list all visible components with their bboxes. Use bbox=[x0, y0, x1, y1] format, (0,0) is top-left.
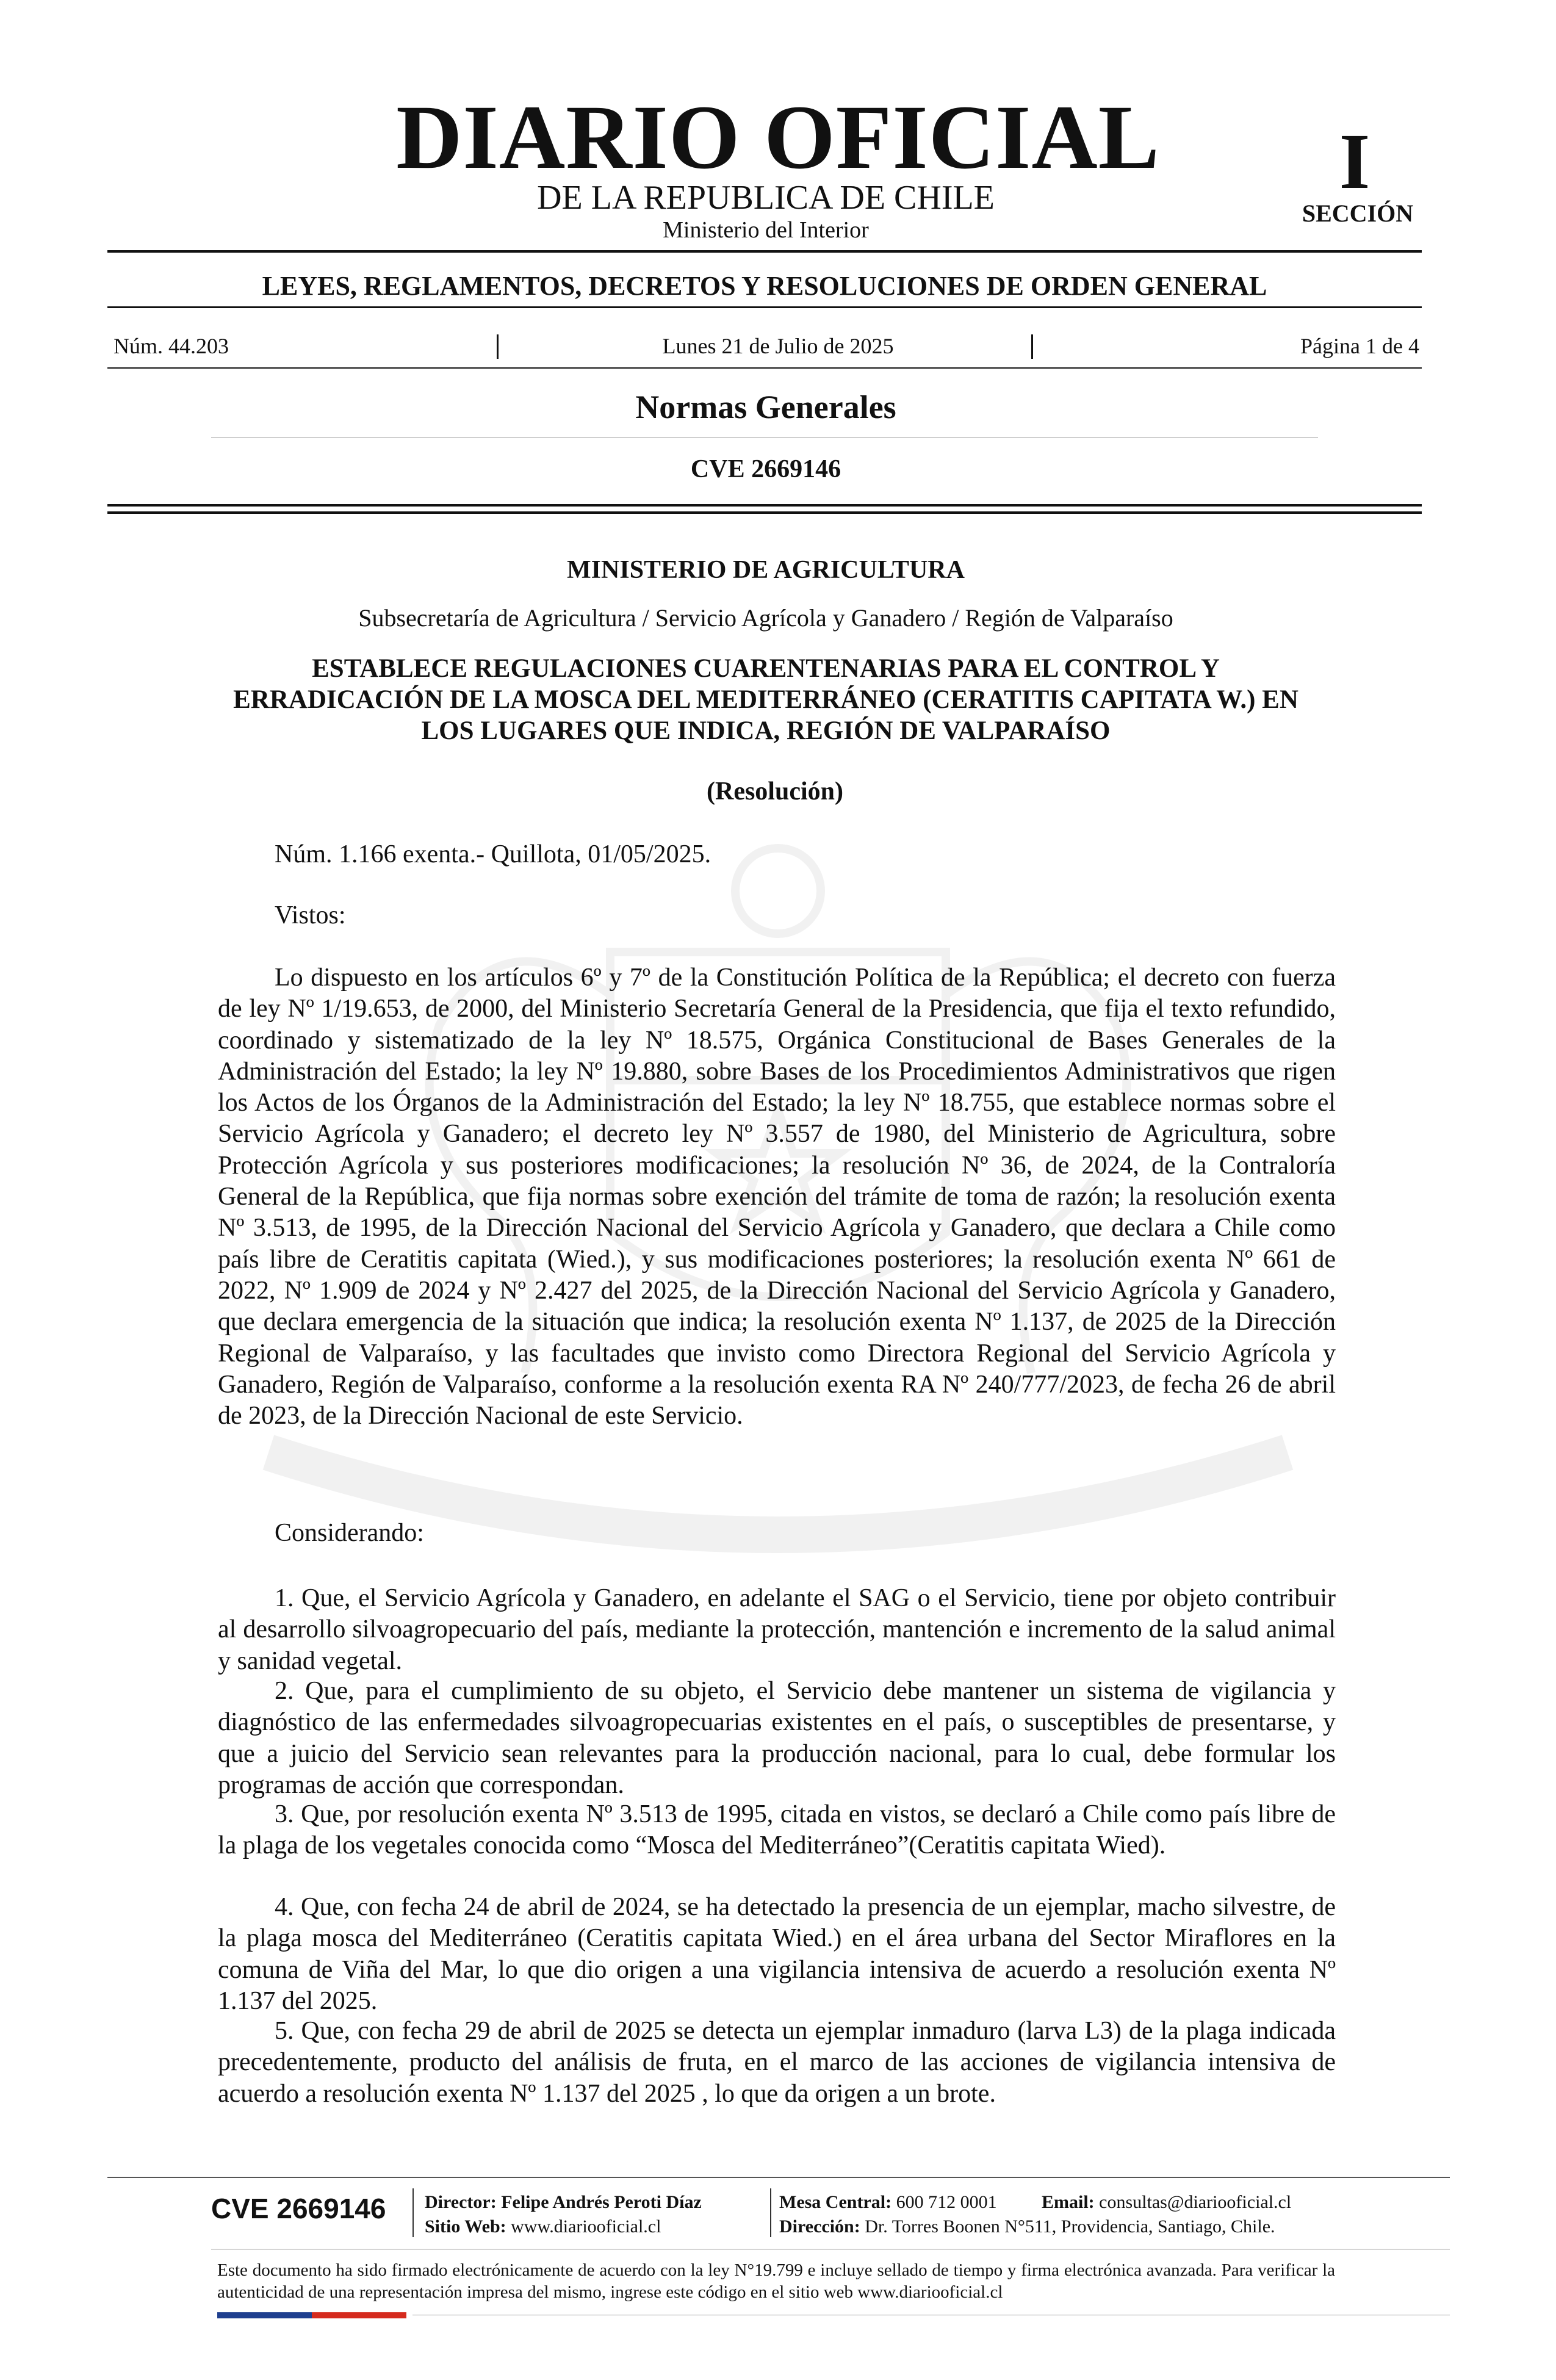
footer-phone bbox=[779, 2193, 997, 2212]
considerando-item: 3. Que, por resolución exenta Nº 3.513 de 1995, citada en vistos, se declaró a Chile como país libre de la plaga de los vegetales conocida como “Mosca del Mediterráneo”(Ceratitis capitata Wied). bbox=[218, 1800, 1336, 1860]
footer-separator bbox=[412, 2188, 414, 2237]
considerando-item: 2. Que, para el cumplimiento de su objeto, el Servicio debe mantener un sistema de vigilancia y diagnóstico de las enfermedades silvoagropecuarias existentes en el país, o susceptibles de presentarse, y que a juicio del Servicio sean relevantes para la producción nacional, para lo cual, debe formular los programas de acción que correspondan. bbox=[218, 1677, 1336, 1799]
section-title: Normas Generales bbox=[635, 389, 896, 425]
cve-code: CVE 2669146 bbox=[690, 455, 841, 483]
divider bbox=[107, 306, 1422, 308]
considerando-item: 1. Que, el Servicio Agrícola y Ganadero, en adelante el SAG o el Servicio, tiene por objeto contribuir al desarrollo silvoagropecuario del país, mediante la protección, mantención e incremento de la salud animal y sanidad vegetal. bbox=[218, 1584, 1336, 1675]
footer-divider bbox=[107, 2177, 1450, 2178]
considerando-label: Considerando: bbox=[275, 1519, 424, 1547]
flag-stripe-blue bbox=[217, 2312, 312, 2318]
issue-separator bbox=[1031, 334, 1033, 359]
email-link[interactable]: consultas@diariooficial.cl bbox=[1099, 2192, 1292, 2212]
divider bbox=[107, 250, 1422, 253]
site-link[interactable]: www.diariooficial.cl bbox=[511, 2216, 661, 2237]
issue-page: Página 1 de 4 bbox=[1300, 334, 1419, 358]
subsecretaria-line: Subsecretaría de Agricultura / Servicio Agrícola y Ganadero / Región de Valparaíso bbox=[358, 604, 1173, 632]
email-label: Email: bbox=[1042, 2192, 1095, 2212]
footer-website bbox=[425, 2218, 661, 2236]
issue-number: Núm. 44.203 bbox=[113, 334, 229, 358]
direccion-value: Dr. Torres Boonen N°511, Providencia, Santiago, Chile. bbox=[865, 2216, 1275, 2237]
vistos-paragraph: Lo dispuesto en los artículos 6º y 7º de la Constitución Política de la República; el decreto con fuerza de ley Nº 1/19.653, de 2000, del Ministerio Secretaría General de la Presidencia, que fija el texto refundido, coordinado y sistematizado de la ley Nº 18.575, Orgánica Constitucional de Bases Generales de la Administración del Estado; la ley Nº 19.880, sobre Bases de los Procedimientos Administrativos que rigen los Actos de los Órganos de la Administración del Estado; la ley Nº 18.755, que establece normas sobre el Servicio Agrícola y Ganadero; el decreto ley Nº 3.557 de 1980, del Ministerio de Agricultura, sobre Protección Agrícola y sus posteriores modificaciones; la resolución Nº 36, de 2024, de la Contraloría General de la República, que fija normas sobre exención del trámite de toma de razón; la resolución exenta Nº 3.513, de 1995, de la Dirección Nacional del Servicio Agrícola y Ganadero, que declara a Chile como país libre de Ceratitis capitata (Wied.), y sus modificaciones posteriores; la resolución exenta Nº 661 de 2022, Nº 1.909 de 2024 y Nº 2.427 del 2025, de la Dirección Nacional del Servicio Agrícola y Ganadero, que declara emergencia de la situación que indica; la resolución exenta Nº 1.137, de 2025 de la Dirección Regional de Valparaíso, y las facultades que invisto como Directora Regional del Servicio Agrícola y Ganadero, Región de Valparaíso, conforme a la resolución exenta RA Nº 240/777/2023, de fecha 26 de abril de 2023, de la Dirección Nacional de este Servicio. bbox=[218, 964, 1336, 1430]
section-label: SECCIÓN bbox=[1302, 200, 1414, 227]
considerando-item: 4. Que, con fecha 24 de abril de 2024, se ha detectado la presencia de un ejemplar, macho silvestre, de la plaga mosca del Mediterráneo (Ceratitis capitata Wied.) en el área urbana del Sector Miraflores en la comuna de Viña del Mar, lo que dio origen a una vigilancia intensiva de acuerdo a resolución exenta Nº 1.137 del 2025. bbox=[218, 1893, 1336, 2015]
ministry-heading: MINISTERIO DE AGRICULTURA bbox=[567, 556, 965, 584]
resolution-title: ESTABLECE REGULACIONES CUARENTENARIAS PARA EL CONTROL Y ERRADICACIÓN DE LA MOSCA DEL MEDITERRÁNEO (CERATITIS CAPITATA W.) EN LOS LUGARES QUE INDICA, REGIÓN DE VALPARAÍSO bbox=[233, 654, 1298, 745]
divider bbox=[107, 367, 1422, 369]
resolution-number: Núm. 1.166 exenta.- Quillota, 01/05/2025. bbox=[275, 840, 711, 868]
masthead-ministry: Ministerio del Interior bbox=[663, 217, 869, 243]
resolution-type: (Resolución) bbox=[707, 777, 843, 806]
director-name: Felipe Andrés Peroti Díaz bbox=[501, 2192, 702, 2212]
vistos-label: Vistos: bbox=[275, 901, 346, 929]
flag-stripe-red bbox=[312, 2312, 406, 2318]
issue-date: Lunes 21 de Julio de 2025 bbox=[662, 334, 894, 358]
divider bbox=[211, 437, 1318, 438]
mesa-value: 600 712 0001 bbox=[896, 2192, 997, 2212]
director-label: Director: bbox=[425, 2192, 497, 2212]
footer-address bbox=[779, 2218, 1275, 2236]
laws-heading: LEYES, REGLAMENTOS, DECRETOS Y RESOLUCIONES DE ORDEN GENERAL bbox=[262, 271, 1267, 301]
footer-separator bbox=[770, 2188, 771, 2237]
divider bbox=[107, 511, 1422, 514]
divider bbox=[107, 504, 1422, 507]
footer-disclaimer: Este documento ha sido firmado electrónicamente de acuerdo con la ley N°19.799 e incluye sellado de tiempo y firma electrónica avanzada. Para verificar la autenticidad de una representación impresa del mismo, ingrese este código en el sitio web www.diariooficial.cl bbox=[217, 2260, 1335, 2302]
chile-flag-stripe bbox=[217, 2312, 406, 2318]
site-label: Sitio Web: bbox=[425, 2216, 506, 2237]
masthead-title: DIARIO OFICIAL bbox=[396, 87, 1160, 188]
footer-cve-code: CVE 2669146 bbox=[211, 2193, 386, 2224]
section-numeral: I bbox=[1339, 118, 1371, 206]
direccion-label: Dirección: bbox=[779, 2216, 860, 2237]
footer-email bbox=[1042, 2193, 1291, 2212]
considerando-item: 5. Que, con fecha 29 de abril de 2025 se detecta un ejemplar inmaduro (larva L3) de la plaga indicada precedentemente, producto del análisis de fruta, en el marco de las acciones de vigilancia intensiva de acuerdo a resolución exenta Nº 1.137 del 2025 , lo que da origen a un brote. bbox=[218, 2017, 1336, 2108]
mesa-label: Mesa Central: bbox=[779, 2192, 892, 2212]
footer-director bbox=[425, 2193, 702, 2212]
masthead-subtitle: DE LA REPUBLICA DE CHILE bbox=[537, 179, 995, 217]
